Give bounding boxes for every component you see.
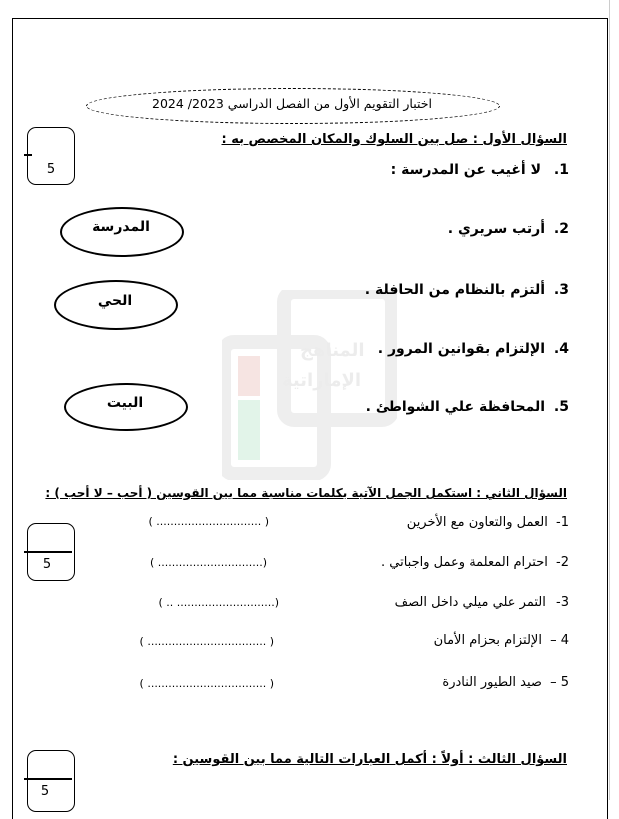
q2-score: 5 bbox=[42, 557, 52, 572]
watermark-text-2: الإماراتية bbox=[282, 370, 362, 391]
q2-item-5-blank: ( .................................. ) bbox=[139, 677, 274, 690]
q1-item-2-text: أرتب سريري . bbox=[447, 221, 546, 237]
q3-score-divider bbox=[24, 778, 72, 780]
q2-item-2-blank: (.............................. ) bbox=[150, 556, 267, 569]
q1-item-5-text: المحافظة علي الشواطئ . bbox=[365, 399, 546, 415]
q2-item-3-blank: (............................ .. ) bbox=[158, 596, 279, 609]
q2-score-divider bbox=[24, 551, 72, 553]
q2-item-3 bbox=[395, 595, 569, 610]
q2-item-1 bbox=[407, 515, 569, 530]
q2-item-4-blank: ( .................................. ) bbox=[139, 635, 274, 648]
q2-item-2-number: 2- bbox=[556, 555, 569, 570]
q1-score-divider bbox=[24, 154, 32, 156]
q3-score: 5 bbox=[40, 784, 50, 799]
place-home: البيت bbox=[106, 395, 144, 411]
place-school: المدرسة bbox=[92, 219, 150, 235]
q2-item-1-number: 1- bbox=[556, 515, 569, 530]
q2-item-5 bbox=[442, 675, 569, 690]
q1-item-4 bbox=[378, 341, 569, 357]
q3-score-box bbox=[27, 750, 75, 812]
q2-item-1-text: العمل والتعاون مع الأخرين bbox=[406, 515, 548, 530]
page-title: اختبار التقويم الأول من الفصل الدراسي 2023/ 2024 bbox=[152, 96, 432, 111]
q1-item-1 bbox=[391, 162, 569, 178]
q1-item-1-text: لا أغيب عن المدرسة : bbox=[390, 162, 542, 178]
watermark-text-1: المناهج bbox=[300, 340, 365, 361]
q2-item-2 bbox=[381, 555, 569, 570]
q1-item-3-number: 3. bbox=[553, 282, 569, 298]
q2-heading: السؤال الثاني : استكمل الجمل الآتية بكلمات مناسبة مما بين القوسين ( أحب – لا أحب ) : bbox=[45, 486, 567, 500]
q1-score: 5 bbox=[46, 162, 56, 177]
q1-item-1-number: 1. bbox=[553, 162, 569, 178]
watermark-logo bbox=[222, 290, 397, 480]
q1-item-4-text: الإلتزام بقوانين المرور . bbox=[377, 341, 546, 357]
q2-item-1-blank: ( .............................. ) bbox=[148, 515, 269, 528]
q2-item-4-text: الإلتزام بحزام الأمان bbox=[433, 633, 542, 648]
q3-heading: السؤال الثالث : أولاً : أكمل العبارات التالية مما بين القوسين : bbox=[172, 752, 567, 767]
q1-item-5-number: 5. bbox=[553, 399, 569, 415]
q1-item-2-number: 2. bbox=[553, 221, 569, 237]
q2-item-2-text: احترام المعلمة وعمل واجباتي . bbox=[381, 555, 548, 570]
q1-item-4-number: 4. bbox=[553, 341, 569, 357]
page-edge bbox=[609, 0, 610, 800]
q2-item-5-number: 5 – bbox=[550, 675, 569, 690]
q1-item-3-text: ألتزم بالنظام من الحافلة . bbox=[364, 282, 546, 298]
q1-item-3 bbox=[365, 282, 569, 298]
q2-item-3-text: التمر علي ميلي داخل الصف bbox=[394, 595, 546, 610]
q2-item-5-text: صيد الطيور النادرة bbox=[442, 675, 542, 690]
q2-item-4 bbox=[434, 633, 569, 648]
q1-heading: السؤال الأول : صل بين السلوك والمكان المخصص به : bbox=[221, 132, 567, 147]
q2-item-4-number: 4 – bbox=[550, 633, 569, 648]
q2-item-3-number: 3- bbox=[556, 595, 569, 610]
q1-item-2 bbox=[448, 221, 569, 237]
place-neighborhood: الحي bbox=[97, 293, 133, 309]
q1-item-5 bbox=[366, 399, 569, 415]
